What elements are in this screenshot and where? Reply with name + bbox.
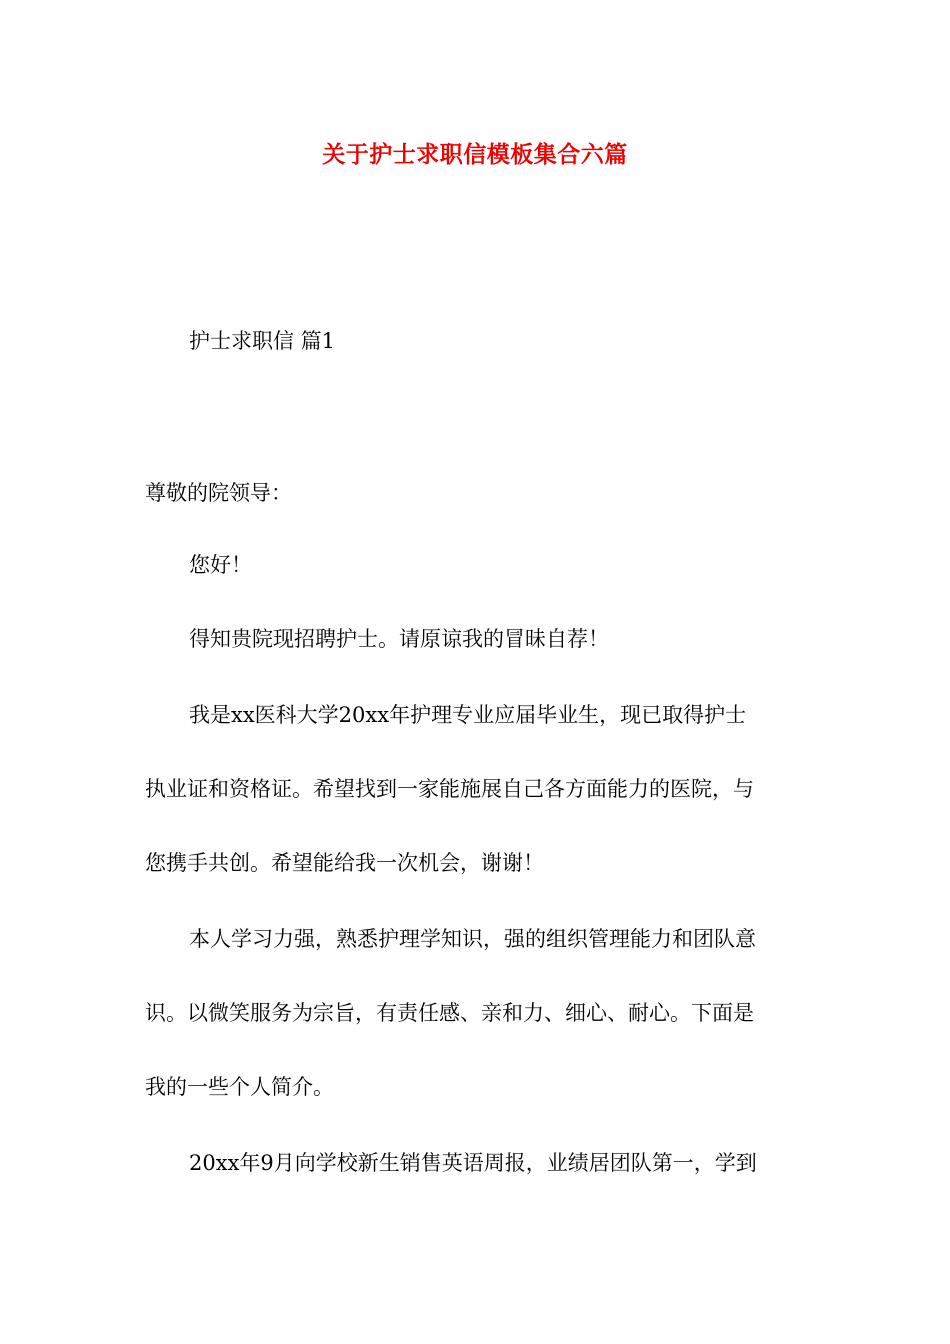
greeting: 您好！ [189, 553, 252, 577]
body-line: 您携手共创。希望能给我一次机会，谢谢！ [145, 851, 544, 875]
body-line: 本人学习力强，熟悉护理学知识，强的组织管理能力和团队意 [189, 927, 756, 951]
salutation: 尊敬的院领导： [145, 481, 292, 505]
body-line: 我的一些个人简介。 [145, 1075, 334, 1099]
section-heading: 护士求职信 篇1 [189, 329, 336, 353]
document-title: 关于护士求职信模板集合六篇 [322, 141, 628, 168]
body-line: 我是xx医科大学20xx年护理专业应届毕业生，现已取得护士 [189, 703, 747, 727]
body-line: 20xx年9月向学校新生销售英语周报，业绩居团队第一，学到 [189, 1151, 757, 1175]
body-line: 得知贵院现招聘护士。请原谅我的冒昧自荐！ [189, 627, 609, 651]
body-line: 执业证和资格证。希望找到一家能施展自己各方面能力的医院，与 [145, 777, 754, 801]
body-line: 识。以微笑服务为宗旨，有责任感、亲和力、细心、耐心。下面是 [145, 1001, 754, 1025]
